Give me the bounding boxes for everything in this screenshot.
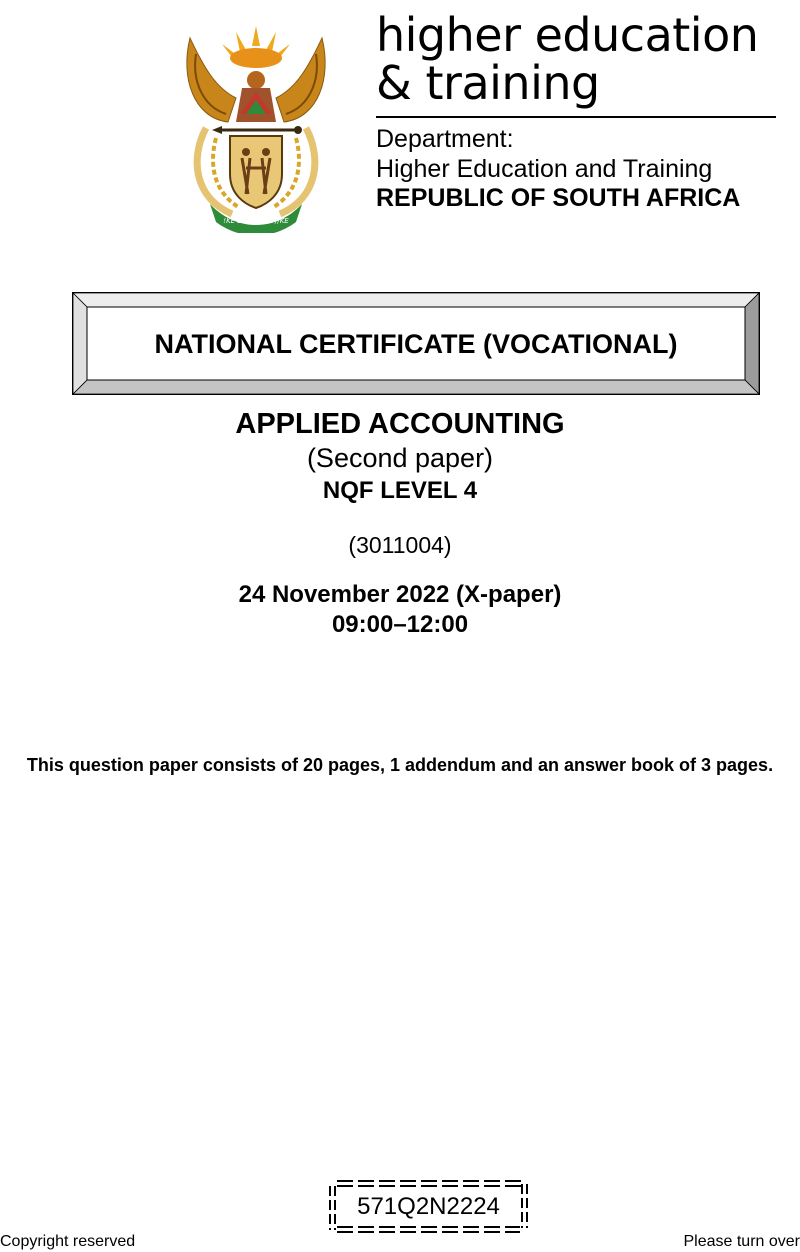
page-count-note: This question paper consists of 20 pages, 1 addendum and an answer book of 3 pages. bbox=[26, 755, 774, 775]
department-name: Higher Education and Training bbox=[376, 155, 713, 183]
department-title-line1: higher education bbox=[376, 8, 759, 62]
country-name: REPUBLIC OF SOUTH AFRICA bbox=[376, 184, 741, 212]
nqf-level: NQF LEVEL 4 bbox=[322, 477, 478, 504]
coat-of-arms-icon bbox=[176, 18, 336, 233]
exam-date: 24 November 2022 (X-paper) bbox=[238, 581, 562, 608]
certificate-title: NATIONAL CERTIFICATE (VOCATIONAL) bbox=[154, 328, 678, 359]
paper-code: 571Q2N2224 bbox=[357, 1193, 500, 1220]
subject-code: (3011004) bbox=[348, 532, 452, 558]
copyright-notice: Copyright reserved bbox=[0, 1233, 136, 1250]
exam-time: 09:00–12:00 bbox=[331, 611, 469, 638]
department-label: Department: bbox=[376, 125, 514, 153]
department-title-line2: & training bbox=[376, 56, 600, 110]
paper-number: (Second paper) bbox=[306, 443, 494, 473]
turn-over-notice: Please turn over bbox=[683, 1233, 800, 1250]
subject-title: APPLIED ACCOUNTING bbox=[235, 408, 565, 440]
motto-text: !KE E: /XARRA //KE bbox=[223, 217, 289, 225]
header-divider bbox=[376, 116, 776, 118]
coat-of-arms-logo bbox=[176, 18, 336, 233]
